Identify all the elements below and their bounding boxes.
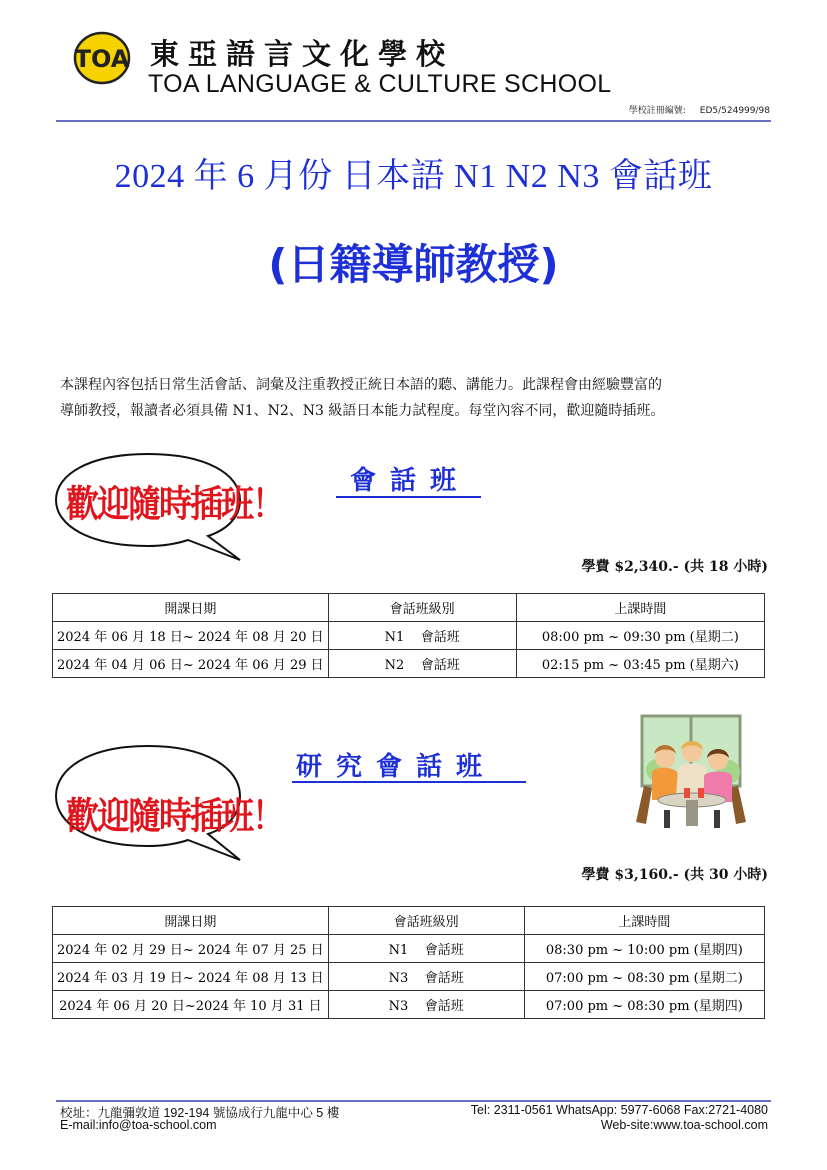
cell-time: 08:00 pm ~ 09:30 pm (星期二) — [516, 622, 764, 650]
school-name-en: TOA LANGUAGE & CULTURE SCHOOL — [148, 70, 612, 98]
cell-time: 02:15 pm ~ 03:45 pm (星期六) — [516, 650, 764, 678]
cell-level: N2 會話班 — [328, 650, 516, 678]
school-logo — [72, 30, 132, 86]
cell-dates: 2024 年 02 月 29 日~ 2024 年 07 月 25 日 — [53, 935, 329, 963]
description-line-1: 本課程內容包括日常生活會話、詞彙及注重教授正統日本語的聽、講能力。此課程會由經驗豐富的 — [60, 377, 662, 393]
cell-time: 08:30 pm ~ 10:00 pm (星期四) — [524, 935, 764, 963]
header-start-date: 開課日期 — [53, 907, 329, 935]
header-level: 會話班級別 — [328, 907, 524, 935]
registration-label: 學校註冊編號: — [628, 106, 686, 116]
registration-value: ED5/524999/98 — [699, 106, 770, 116]
cell-level: N1 會話班 — [328, 935, 524, 963]
cell-dates: 2024 年 06 月 20 日~2024 年 10 月 31 日 — [53, 991, 329, 1019]
header-start-date: 開課日期 — [53, 594, 329, 622]
table-header-row — [53, 907, 765, 935]
welcome-bubble-text: 歡迎隨時插班！ — [66, 481, 283, 526]
cell-level: N3 會話班 — [328, 991, 524, 1019]
welcome-bubble-text: 歡迎隨時插班！ — [66, 793, 283, 838]
table-row — [53, 963, 765, 991]
cell-level: N1 會話班 — [328, 622, 516, 650]
schedule-table-conversation — [52, 593, 765, 678]
table-row — [53, 935, 765, 963]
table-row — [53, 650, 765, 678]
footer-phones: Tel: 2311-0561 WhatsApp: 5977-6068 Fax:2721-4080 — [470, 1103, 768, 1117]
footer-address: 校址：九龍彌敦道 192-194 號協成行九龍中心 5 樓 — [60, 1106, 340, 1120]
section-title-conversation: 會話班 — [350, 466, 471, 496]
header-time: 上課時間 — [516, 594, 764, 622]
footer-email[interactable]: E-mail:info@toa-school.com — [60, 1118, 217, 1132]
section-underline — [336, 496, 481, 498]
description-line-2: 導師教授，報讀者必須具備 N1、N2、N3 級語日本能力試程度。每堂內容不同，歡迎隨時插班。 — [60, 403, 665, 419]
page-subtitle: (日籍導師教授) — [268, 240, 559, 289]
cell-time: 07:00 pm ~ 08:30 pm (星期四) — [524, 991, 764, 1019]
header-divider — [56, 120, 771, 122]
table-row — [53, 622, 765, 650]
cell-dates: 2024 年 06 月 18 日~ 2024 年 08 月 20 日 — [53, 622, 329, 650]
cafe-friends-illustration-icon — [632, 714, 750, 834]
header-time: 上課時間 — [524, 907, 764, 935]
footer-website[interactable]: Web-site:www.toa-school.com — [600, 1118, 768, 1132]
footer-divider — [56, 1100, 771, 1102]
table-header-row — [53, 594, 765, 622]
fee-conversation: 學費 $2,340.- (共 18 小時) — [581, 559, 768, 575]
cell-dates: 2024 年 03 月 19 日~ 2024 年 08 月 13 日 — [53, 963, 329, 991]
schedule-table-advanced — [52, 906, 765, 1019]
page-title: 2024 年 6 月份 日本語 N1 N2 N3 會話班 — [114, 158, 713, 195]
course-description — [60, 372, 772, 424]
header-level: 會話班級別 — [328, 594, 516, 622]
logo-text: TOA — [74, 45, 130, 73]
fee-advanced: 學費 $3,160.- (共 30 小時) — [581, 867, 768, 883]
cell-time: 07:00 pm ~ 08:30 pm (星期二) — [524, 963, 764, 991]
school-name-zh: 東亞語言文化學校 — [150, 37, 455, 71]
section-underline — [292, 781, 526, 783]
section-title-advanced: 研究會話班 — [296, 752, 497, 782]
registration-number — [629, 103, 770, 116]
cell-level: N3 會話班 — [328, 963, 524, 991]
cell-dates: 2024 年 04 月 06 日~ 2024 年 06 月 29 日 — [53, 650, 329, 678]
table-row — [53, 991, 765, 1019]
